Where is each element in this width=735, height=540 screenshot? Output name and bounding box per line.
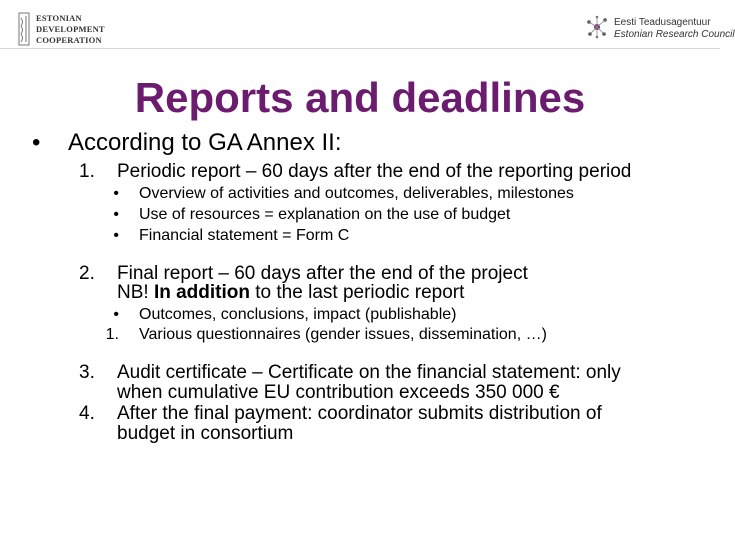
slide-header	[0, 0, 735, 50]
in-addition-emphasis: In addition	[153, 282, 250, 303]
sub-text: Outcomes, conclusions, impact (publishable)	[139, 306, 457, 323]
estonian-research-council-logo	[584, 14, 735, 42]
item-text-line-2: budget in consortium	[117, 423, 294, 444]
nb-prefix: NB!	[117, 282, 154, 303]
sub-text: Overview of activities and outcomes, deliverables, milestones	[139, 185, 574, 202]
bullet-marker: •	[32, 129, 41, 156]
estonian-development-cooperation-logo	[18, 12, 118, 48]
logo-mark-icon	[18, 12, 30, 46]
research-council-mark-icon	[584, 14, 610, 40]
item-number: 1.	[79, 161, 95, 182]
item-text-line-2	[117, 283, 464, 303]
slide-title: Reports and deadlines	[134, 74, 586, 121]
sub-text: Various questionnaires (gender issues, dissemination, …)	[139, 326, 547, 343]
sub-marker: •	[113, 227, 119, 244]
item-number: 4.	[79, 403, 95, 424]
item-text: Final report – 60 days after the end of the project	[117, 263, 528, 284]
right-logo-line-2: Estonian Research Council	[614, 29, 735, 40]
top-bullet	[32, 128, 342, 158]
sub-text: Use of resources = explanation on the use of budget	[139, 206, 511, 223]
right-logo-line-1: Eesti Teadusagentuur	[614, 17, 711, 28]
sub-marker: 1.	[105, 326, 119, 343]
sub-marker: •	[113, 306, 119, 323]
left-logo-line-3: COOPERATION	[36, 35, 102, 45]
top-bullet-text: According to GA Annex II:	[68, 129, 342, 156]
sub-text: Financial statement = Form C	[139, 227, 350, 244]
item-text: After the final payment: coordinator submits distribution of	[117, 403, 602, 424]
header-divider	[0, 48, 720, 49]
item-number: 3.	[79, 362, 95, 383]
left-logo-text	[36, 13, 105, 46]
item-text: Periodic report – 60 days after the end of the reporting period	[117, 161, 632, 182]
nb-suffix: to the last periodic report	[250, 282, 465, 303]
item-text-line-2: when cumulative EU contribution exceeds 350 000 €	[117, 382, 560, 403]
item-number: 2.	[79, 263, 95, 284]
sub-marker: •	[113, 206, 119, 223]
left-logo-line-2: DEVELOPMENT	[36, 24, 105, 34]
left-logo-line-1: ESTONIAN	[36, 13, 82, 23]
sub-marker: •	[113, 185, 119, 202]
item-text: Audit certificate – Certificate on the financial statement: only	[117, 362, 621, 383]
